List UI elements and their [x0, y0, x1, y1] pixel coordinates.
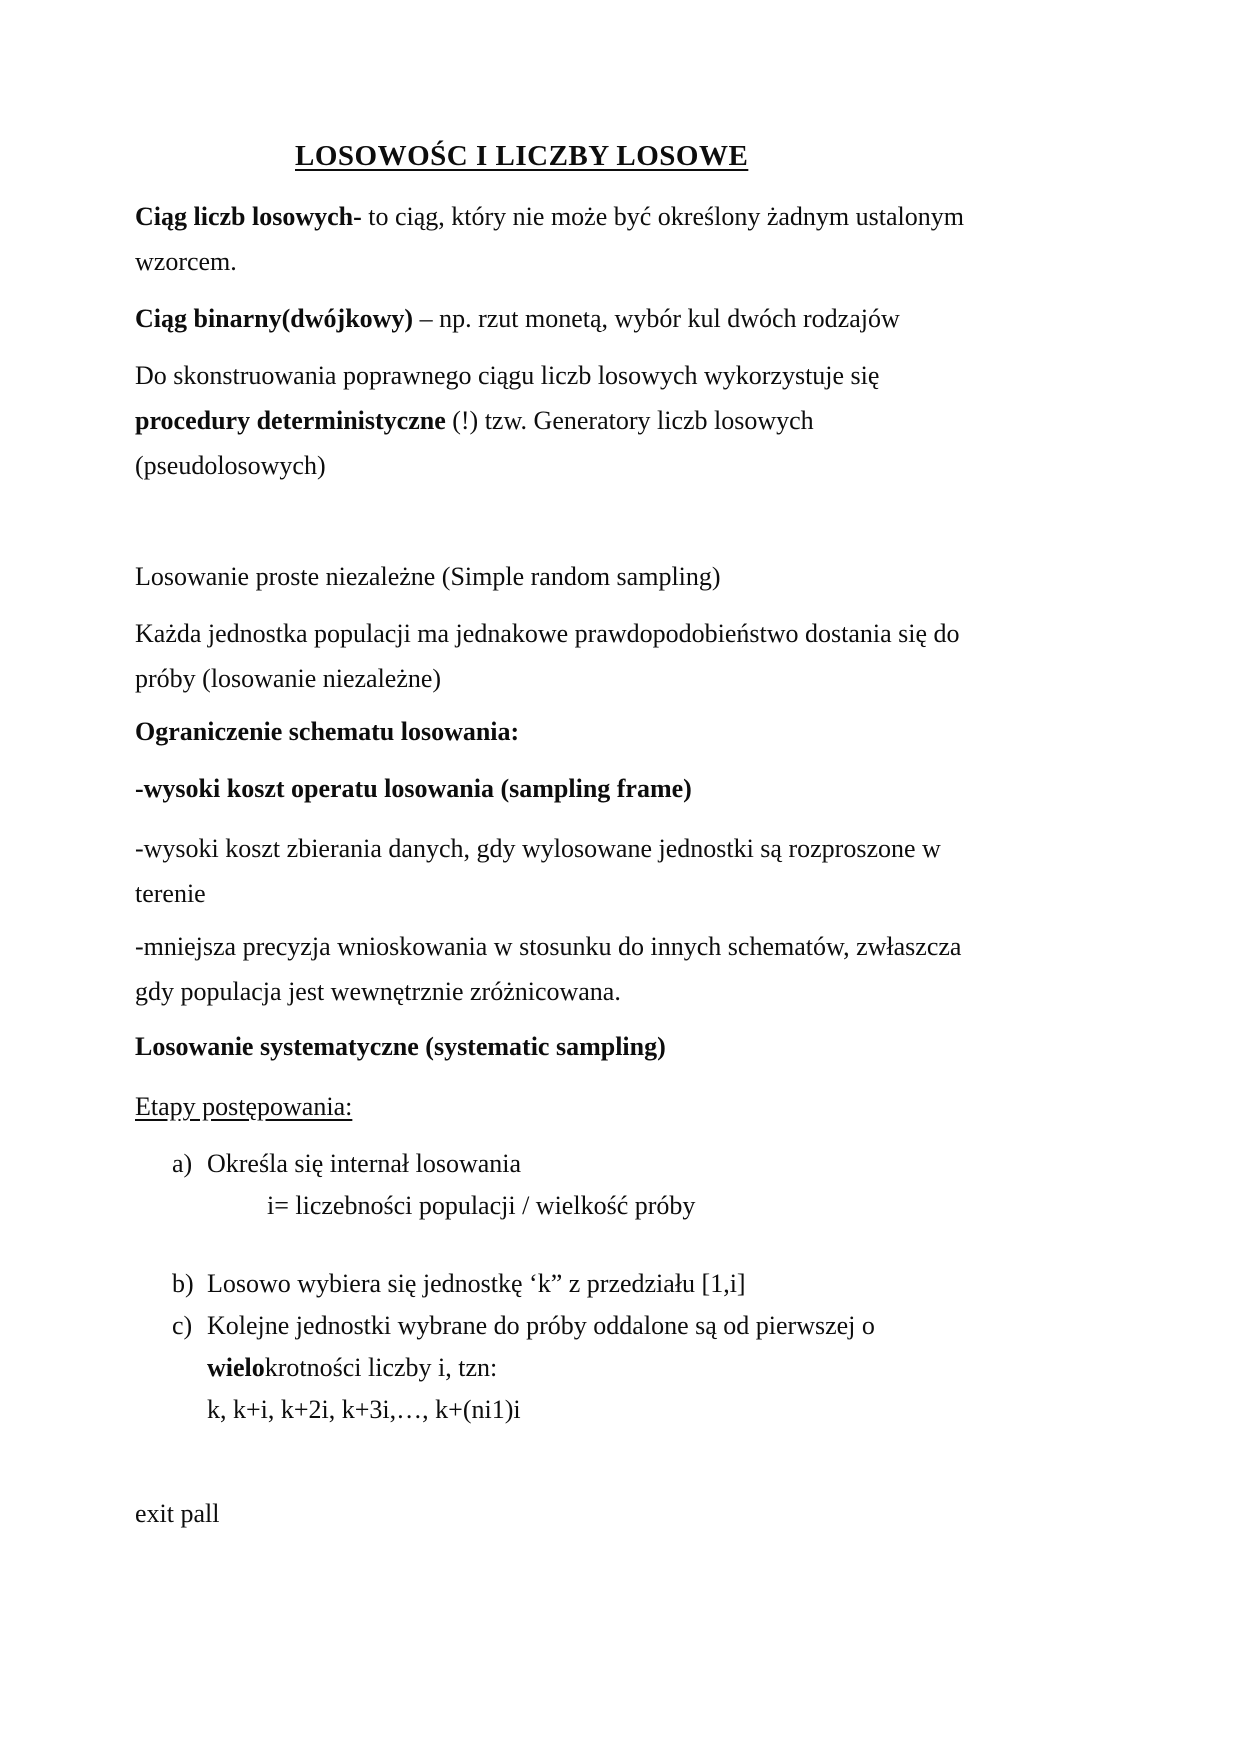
para-ciag-binarny — [135, 296, 1150, 341]
text-line — [135, 1024, 1150, 1069]
para-kazda-jednostka — [135, 611, 1150, 701]
text-line — [135, 443, 1150, 488]
text-run: wielo — [207, 1353, 265, 1382]
text-run: terenie — [135, 879, 206, 908]
para-wysoki-koszt-operatu — [135, 766, 1150, 811]
text-run: Losowanie proste niezależne (Simple random sampling) — [135, 562, 721, 591]
text-run: Ciąg binarny(dwójkowy) — [135, 304, 414, 333]
text-line — [135, 296, 1150, 341]
para-losowanie-systematyczne — [135, 1024, 1150, 1069]
text-line — [135, 826, 1150, 871]
text-run: to ciąg, który nie może być określony żadnym ustalonym — [361, 202, 964, 231]
text-run: -mniejsza precyzja wnioskowania w stosunku do innych schematów, zwłaszcza — [135, 932, 962, 961]
text-run: – np. rzut monetą, wybór kul dwóch rodzajów — [413, 304, 900, 333]
text-line — [135, 1084, 1150, 1129]
text-line — [135, 656, 1150, 701]
text-line — [135, 969, 1150, 1014]
text-run: gdy populacja jest wewnętrznie zróżnicowana. — [135, 977, 621, 1006]
text-line — [207, 1185, 1150, 1227]
text-run: Do skonstruowania poprawnego ciągu liczb losowych wykorzystuje się — [135, 361, 880, 390]
list-marker: b) — [172, 1269, 194, 1298]
text-line — [135, 554, 1150, 599]
text-line — [135, 924, 1150, 969]
text-line — [135, 194, 1150, 239]
text-line — [135, 871, 1150, 916]
text-run: Losowo wybiera się jednostkę ‘k” z przedziału [1,i] — [207, 1269, 746, 1298]
text-run: Określa się internał losowania — [207, 1149, 522, 1178]
text-run: exit pall — [135, 1499, 220, 1528]
document-body — [135, 194, 1150, 1536]
text-run: -wysoki koszt zbierania danych, gdy wylosowane jednostki są rozproszone w — [135, 834, 941, 863]
para-do-skonstruowania — [135, 353, 1150, 488]
text-run: Losowanie systematyczne (systematic sampling) — [135, 1032, 666, 1061]
text-run: procedury deterministyczne — [135, 406, 446, 435]
list-item-a — [135, 1143, 1150, 1227]
text-run: wzorcem. — [135, 247, 237, 276]
para-ograniczenie — [135, 709, 1150, 754]
para-mniejsza-precyzja — [135, 924, 1150, 1014]
text-line — [135, 353, 1150, 398]
para-etapy — [135, 1084, 1150, 1129]
text-line — [207, 1305, 1150, 1347]
text-run: Etapy postępowania: — [135, 1092, 353, 1121]
text-run: -wysoki koszt operatu losowania (sampling frame) — [135, 774, 692, 803]
para-losowanie-proste — [135, 554, 1150, 599]
text-run: Kolejne jednostki wybrane do próby oddalone są od pierwszej o — [207, 1311, 875, 1340]
text-run: Każda jednostka populacji ma jednakowe prawdopodobieństwo dostania się do — [135, 619, 960, 648]
text-line — [207, 1389, 1150, 1431]
text-line — [135, 611, 1150, 656]
list-item-c — [135, 1305, 1150, 1431]
text-line — [135, 1491, 1150, 1536]
para-wysoki-koszt-zbierania — [135, 826, 1150, 916]
text-line — [207, 1263, 1150, 1305]
para-exit-pall — [135, 1491, 1150, 1536]
text-run: Ograniczenie schematu losowania: — [135, 717, 520, 746]
text-line — [207, 1143, 1150, 1185]
text-run: (!) tzw. Generatory liczb losowych — [445, 406, 814, 435]
text-line — [135, 239, 1150, 284]
list-marker: c) — [172, 1311, 193, 1340]
text-line — [207, 1347, 1150, 1389]
document-title: LOSOWOŚC I LICZBY LOSOWE — [295, 140, 749, 172]
text-run: Ciąg liczb losowych- — [135, 202, 362, 231]
text-run: (pseudolosowych) — [135, 451, 326, 480]
list-item-b — [135, 1263, 1150, 1305]
text-run: i= liczebności populacji / wielkość próby — [267, 1191, 696, 1220]
text-run: k, k+i, k+2i, k+3i,…, k+(ni1)i — [207, 1395, 521, 1424]
text-line — [135, 766, 1150, 811]
text-run: próby (losowanie niezależne) — [135, 664, 442, 693]
text-line — [135, 398, 1150, 443]
text-line — [135, 709, 1150, 754]
list-marker: a) — [172, 1149, 193, 1178]
para-ciag-liczb — [135, 194, 1150, 284]
text-run: krotności liczby i, tzn: — [264, 1353, 498, 1382]
